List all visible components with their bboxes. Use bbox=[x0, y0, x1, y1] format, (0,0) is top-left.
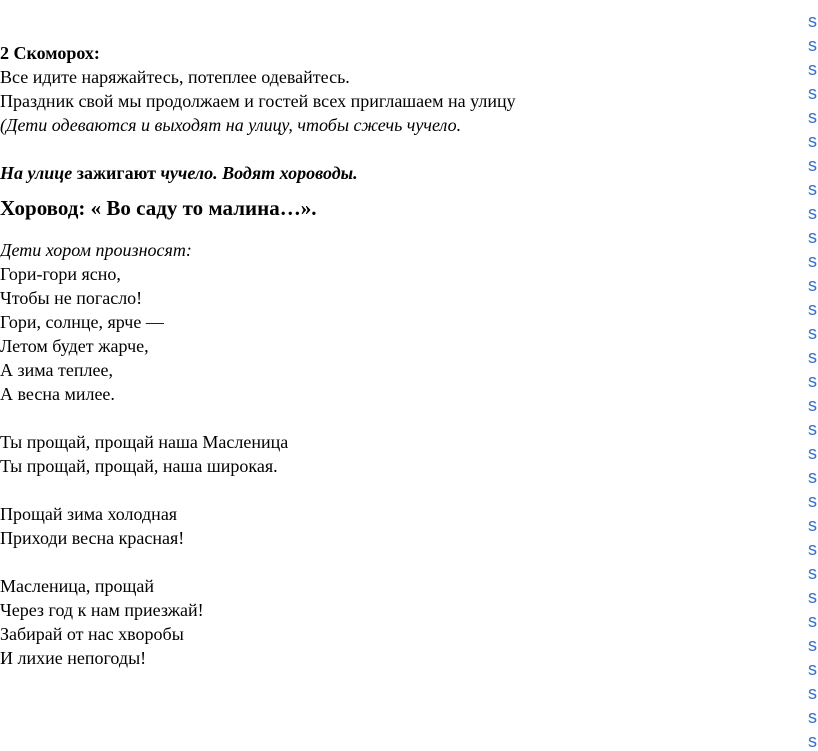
edge-mark: s bbox=[808, 467, 817, 487]
stanza-1-line-6: А весна милее. bbox=[0, 384, 115, 404]
stanza-4-line-2: Через год к нам приезжай! bbox=[0, 600, 204, 620]
edge-mark: s bbox=[808, 299, 817, 319]
edge-mark: s bbox=[808, 539, 817, 559]
chant-intro: Дети хором произносят: bbox=[0, 240, 192, 260]
stanza-4-line-3: Забирай от нас хворобы bbox=[0, 624, 184, 644]
stanza-4-line-1: Масленица, прощай bbox=[0, 576, 154, 596]
stanza-4-line-4: И лихие непогоды! bbox=[0, 648, 147, 668]
edge-mark: s bbox=[808, 323, 817, 343]
action-part-3: чучело. Водят хороводы. bbox=[160, 163, 358, 183]
edge-mark: s bbox=[808, 635, 817, 655]
intro-line-2: Праздник свой мы продолжаем и гостей всех приглашаем на улицу bbox=[0, 91, 516, 111]
edge-mark: s bbox=[808, 347, 817, 367]
cropped-right-edge-text bbox=[802, 0, 817, 751]
edge-mark: s bbox=[808, 155, 817, 175]
edge-mark: s bbox=[808, 731, 817, 751]
edge-mark: s bbox=[808, 131, 817, 151]
stage-direction: (Дети одеваются и выходят на улицу, чтобы сжечь чучело. bbox=[0, 115, 462, 135]
spacer bbox=[0, 137, 780, 161]
stanza-1-line-3: Гори, солнце, ярче — bbox=[0, 312, 164, 332]
edge-mark: s bbox=[808, 11, 817, 31]
edge-mark: s bbox=[808, 419, 817, 439]
edge-mark: s bbox=[808, 83, 817, 103]
edge-mark: s bbox=[808, 515, 817, 535]
spacer bbox=[0, 478, 780, 502]
spacer bbox=[0, 550, 780, 574]
edge-mark: s bbox=[808, 707, 817, 727]
edge-mark: s bbox=[808, 443, 817, 463]
stanza-2-line-1: Ты прощай, прощай наша Масленица bbox=[0, 432, 289, 452]
stanza-3-line-1: Прощай зима холодная bbox=[0, 504, 178, 524]
edge-mark: s bbox=[808, 491, 817, 511]
edge-mark: s bbox=[808, 683, 817, 703]
stanza-1-line-1: Гори-гори ясно, bbox=[0, 264, 121, 284]
action-part-2: зажигают bbox=[72, 163, 161, 183]
spacer bbox=[0, 406, 780, 430]
edge-mark: s bbox=[808, 251, 817, 271]
edge-mark: s bbox=[808, 203, 817, 223]
edge-mark: s bbox=[808, 107, 817, 127]
edge-mark: s bbox=[808, 659, 817, 679]
stanza-1-line-2: Чтобы не погасло! bbox=[0, 288, 143, 308]
edge-mark: s bbox=[808, 395, 817, 415]
edge-mark: s bbox=[808, 611, 817, 631]
edge-mark: s bbox=[808, 587, 817, 607]
edge-mark: s bbox=[808, 563, 817, 583]
intro-line-1: Все идите наряжайтесь, потеплее одевайтесь. bbox=[0, 67, 350, 87]
edge-mark: s bbox=[808, 35, 817, 55]
stanza-3-line-2: Приходи весна красная! bbox=[0, 528, 185, 548]
stanza-1-line-5: А зима теплее, bbox=[0, 360, 113, 380]
action-part-1: На улице bbox=[0, 163, 73, 183]
edge-mark: s bbox=[808, 227, 817, 247]
edge-mark: s bbox=[808, 275, 817, 295]
speaker-label: 2 Скоморох: bbox=[0, 43, 100, 63]
edge-mark: s bbox=[808, 179, 817, 199]
edge-mark: s bbox=[808, 371, 817, 391]
stanza-2-line-2: Ты прощай, прощай, наша широкая. bbox=[0, 456, 278, 476]
edge-mark: s bbox=[808, 59, 817, 79]
section-heading: Хоровод: « Во саду то малина…». bbox=[0, 196, 317, 220]
action-line bbox=[0, 161, 780, 185]
stanza-1-line-4: Летом будет жарче, bbox=[0, 336, 149, 356]
document-body bbox=[0, 41, 780, 670]
